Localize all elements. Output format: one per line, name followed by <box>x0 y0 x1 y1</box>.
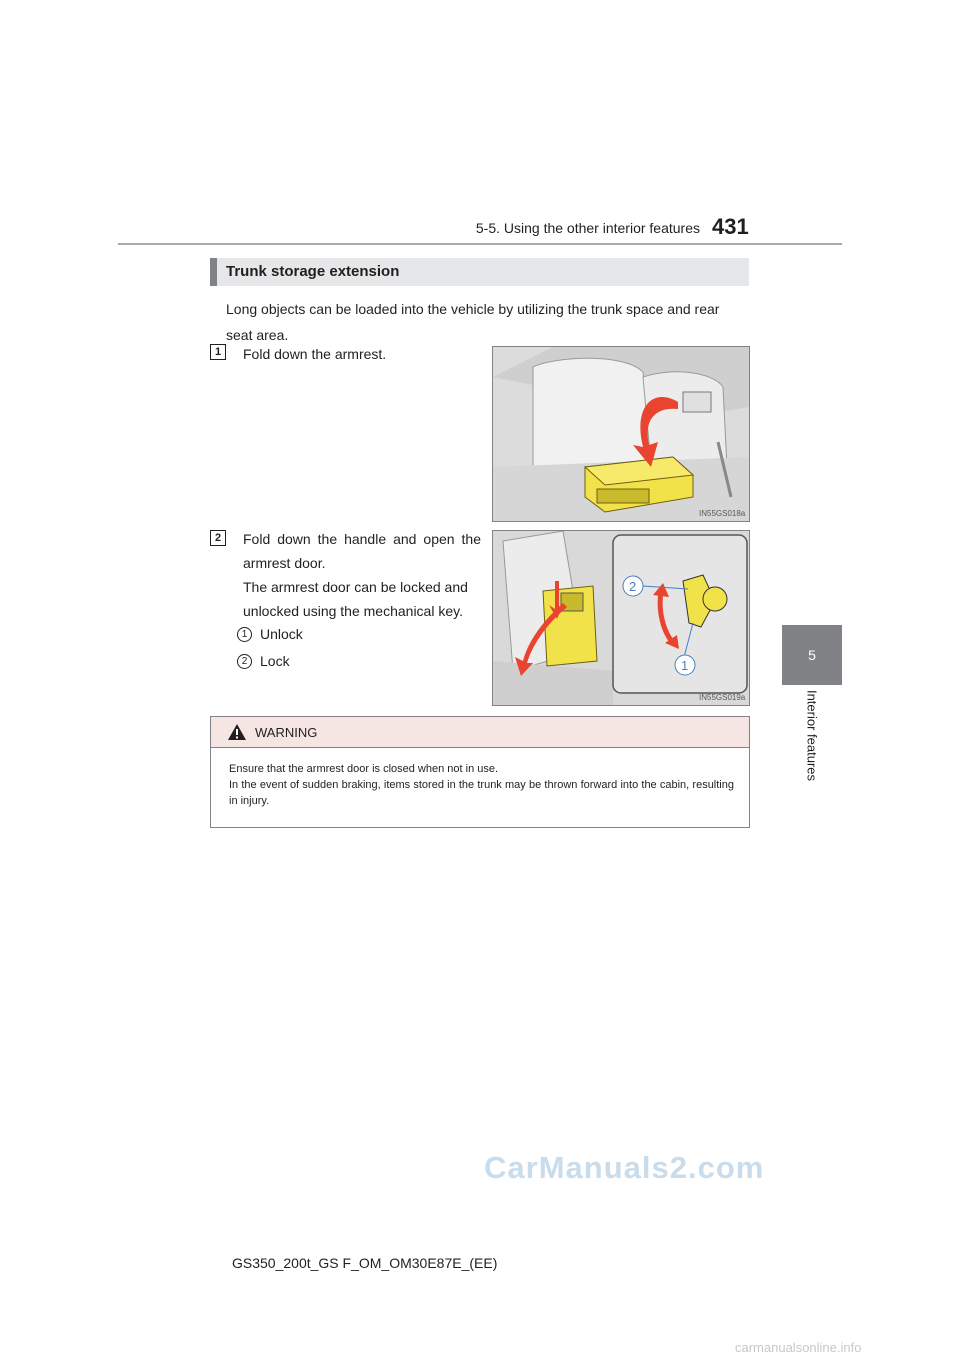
step-2-note: The armrest door can be locked and unlocked using the mechanical key. <box>243 579 468 619</box>
step-2-text: Fold down the handle and open the armrest door. <box>243 531 481 571</box>
warning-line-1: Ensure that the armrest door is closed when not in use. <box>229 763 499 775</box>
warning-title: WARNING <box>255 725 318 740</box>
svg-text:1: 1 <box>681 658 689 673</box>
section-heading-bar <box>210 258 217 286</box>
legend-number-2: 2 <box>237 654 252 669</box>
intro-paragraph: Long objects can be loaded into the vehicle by utilizing the trunk space and rear seat area. <box>226 301 720 343</box>
legend-label-unlock: Unlock <box>260 626 303 642</box>
watermark-carmanualsonline: carmanualsonline.info <box>735 1340 862 1355</box>
footer-doc-code: GS350_200t_GS F_OM_OM30E87E_(EE) <box>232 1255 498 1271</box>
figure-armrest-door <box>492 530 750 706</box>
warning-line-2: In the event of sudden braking, items stored in the trunk may be thrown forward into the cabin, resulting in injury. <box>229 779 734 807</box>
section-title: Trunk storage extension <box>226 263 400 280</box>
warning-box <box>210 716 750 828</box>
warning-body <box>229 761 734 809</box>
watermark-carmanuals2: CarManuals2.com <box>484 1150 765 1185</box>
legend-label-lock: Lock <box>260 653 290 669</box>
chapter-title-vertical: Interior features <box>804 689 820 782</box>
armrest-fold-illustration <box>493 347 749 521</box>
step-number-1: 1 <box>210 344 226 360</box>
warning-triangle-icon <box>227 723 247 741</box>
step-1-text: Fold down the armrest. <box>243 346 387 362</box>
svg-text:2: 2 <box>629 579 637 594</box>
figure-armrest-fold <box>492 346 750 522</box>
step-number-2: 2 <box>210 530 226 546</box>
header-rule <box>118 243 842 245</box>
section-heading <box>210 258 749 286</box>
page-number: 431 <box>712 214 749 239</box>
figure-1-code: IN55GS018a <box>699 509 746 518</box>
chapter-number: 5 <box>808 647 816 663</box>
figure-2-code: IN55GS019a <box>699 693 746 702</box>
armrest-door-illustration <box>493 531 749 705</box>
header-section-title: 5-5. Using the other interior features <box>475 220 700 236</box>
legend-number-1: 1 <box>237 627 252 642</box>
